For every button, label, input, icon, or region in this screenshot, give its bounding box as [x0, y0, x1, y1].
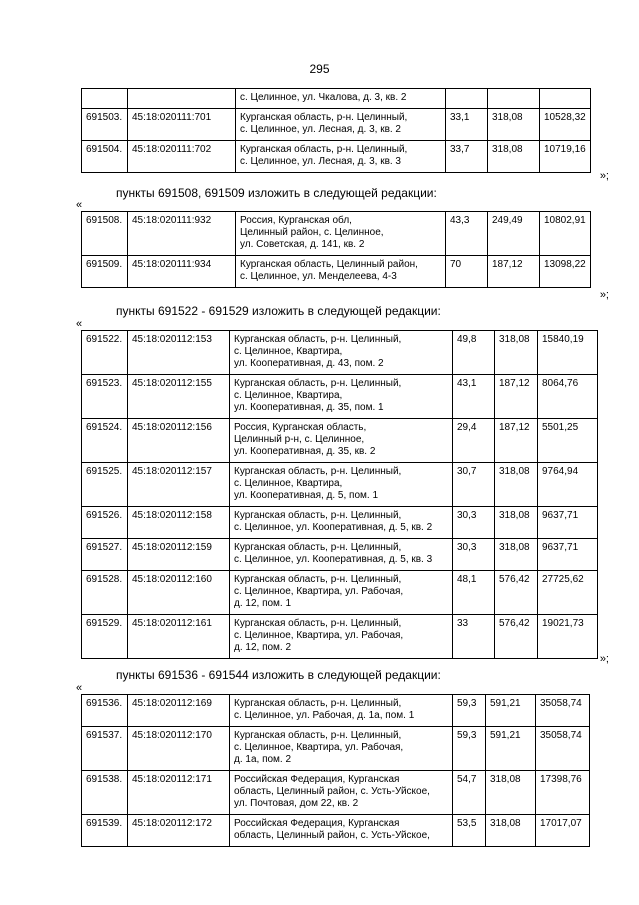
cell-area: 49,8: [453, 331, 495, 375]
cell-cad: 45:18:020111:932: [128, 212, 236, 256]
cell-sum: 9764,94: [538, 463, 598, 507]
address-line: с. Целинное, Квартира,: [234, 346, 343, 357]
table-row: [82, 256, 591, 288]
cell-address: [230, 695, 453, 727]
cell-cad: 45:18:020112:156: [128, 419, 230, 463]
page-number: 295: [309, 62, 330, 76]
address-line: д. 12, пом. 1: [234, 598, 292, 609]
cell-num: 691526.: [82, 507, 128, 539]
address-line: Российская Федерация, Курганская: [234, 818, 400, 829]
cell-sum: 13098,22: [540, 256, 591, 288]
table-row: [82, 89, 591, 109]
address-line: с. Целинное, ул. Лесная, д. 3, кв. 2: [240, 124, 401, 135]
cell-num: 691504.: [82, 141, 128, 173]
cell-sum: 17017,07: [536, 815, 590, 847]
cell-cad: 45:18:020112:171: [128, 771, 230, 815]
address-line: Курганская область, р-н. Целинный,: [234, 334, 402, 345]
table-row: [82, 695, 590, 727]
cell-sum: 35058,74: [536, 727, 590, 771]
cell-rate: 591,21: [486, 695, 536, 727]
address-line: ул. Кооперативная, д. 43, пом. 2: [234, 358, 384, 369]
cell-rate: 318,08: [488, 141, 540, 173]
cell-rate: [488, 89, 540, 109]
cell-cad: 45:18:020112:170: [128, 727, 230, 771]
cell-rate: 318,08: [488, 109, 540, 141]
cell-num: 691503.: [82, 109, 128, 141]
cell-rate: 318,08: [495, 463, 538, 507]
address-line: Курганская область, р-н. Целинный,: [234, 574, 402, 585]
address-line: Россия, Курганская область,: [234, 422, 367, 433]
address-line: Курганская область, р-н. Целинный,: [234, 618, 402, 629]
address-line: Российская Федерация, Курганская: [234, 774, 400, 785]
address-line: д. 1а, пом. 2: [234, 754, 292, 765]
table-1: [81, 88, 591, 173]
cell-num: 691522.: [82, 331, 128, 375]
cell-cad: 45:18:020112:157: [128, 463, 230, 507]
cell-area: 54,7: [453, 771, 486, 815]
table-row: [82, 507, 598, 539]
cell-address: [230, 375, 453, 419]
cell-num: 691524.: [82, 419, 128, 463]
cell-num: 691539.: [82, 815, 128, 847]
cell-address: [230, 727, 453, 771]
cell-area: 33,7: [446, 141, 488, 173]
cell-cad: 45:18:020112:159: [128, 539, 230, 571]
cell-area: 59,3: [453, 727, 486, 771]
table-row: [82, 771, 590, 815]
cell-cad: 45:18:020112:158: [128, 507, 230, 539]
cell-address: [230, 463, 453, 507]
cell-address: [230, 571, 453, 615]
table-row: [82, 571, 598, 615]
cell-area: 33: [453, 615, 495, 659]
section-heading-3: пункты 691522 - 691529 изложить в следующей редакции:: [116, 304, 441, 318]
address-line: Курганская область, р-н. Целинный,: [234, 466, 402, 477]
cell-sum: 19021,73: [538, 615, 598, 659]
address-line: д. 12, пом. 2: [234, 642, 292, 653]
table-4: [81, 694, 590, 847]
cell-area: 70: [446, 256, 488, 288]
cell-address: [230, 815, 453, 847]
address-line: ул. Кооперативная, д. 35, кв. 2: [234, 446, 376, 457]
open-quote-4: «: [76, 682, 83, 694]
address-line: Курганская область, р-н. Целинный,: [234, 510, 402, 521]
cell-area: 30,3: [453, 539, 495, 571]
cell-address: [236, 109, 446, 141]
cell-rate: 591,21: [486, 727, 536, 771]
cell-address: [230, 615, 453, 659]
table-row: [82, 815, 590, 847]
cell-cad: 45:18:020112:172: [128, 815, 230, 847]
address-line: Курганская область, р-н. Целинный,: [240, 144, 408, 155]
table-row: [82, 212, 591, 256]
address-line: область, Целинный район, с. Усть-Уйское,: [234, 830, 430, 841]
cell-area: 53,5: [453, 815, 486, 847]
address-line: Россия, Курганская обл,: [240, 215, 352, 226]
address-line: ул. Кооперативная, д. 5, пом. 1: [234, 490, 379, 501]
address-line: с. Целинное, ул. Рабочая, д. 1а, пом. 1: [234, 710, 415, 721]
cell-cad: 45:18:020111:934: [128, 256, 236, 288]
section-heading-2: пункты 691508, 691509 изложить в следующей редакции:: [116, 186, 437, 200]
cell-num: 691523.: [82, 375, 128, 419]
cell-area: 43,3: [446, 212, 488, 256]
address-line: ул. Кооперативная, д. 35, пом. 1: [234, 402, 384, 413]
cell-sum: 27725,62: [538, 571, 598, 615]
address-line: Курганская область, р-н. Целинный,: [234, 730, 402, 741]
cell-rate: 318,08: [495, 331, 538, 375]
cell-rate: 576,42: [495, 615, 538, 659]
cell-area: 43,1: [453, 375, 495, 419]
cell-area: 33,1: [446, 109, 488, 141]
cell-area: 30,7: [453, 463, 495, 507]
cell-area: 29,4: [453, 419, 495, 463]
address-line: область, Целинный район, с. Усть-Уйское,: [234, 786, 430, 797]
address-line: с. Целинное, ул. Кооперативная, д. 5, кв. 3: [234, 554, 433, 565]
cell-num: 691537.: [82, 727, 128, 771]
open-quote-2: «: [76, 199, 83, 211]
address-line: с. Целинное, Квартира, ул. Рабочая,: [234, 630, 404, 641]
cell-rate: 318,08: [495, 539, 538, 571]
cell-address: [230, 419, 453, 463]
address-line: Курганская область, р-н. Целинный,: [240, 112, 408, 123]
table-3: [81, 330, 598, 659]
address-line: ул. Почтовая, дом 22, кв. 2: [234, 798, 359, 809]
cell-rate: 187,12: [488, 256, 540, 288]
address-line: с. Целинное, Квартира,: [234, 478, 343, 489]
cell-rate: 187,12: [495, 419, 538, 463]
address-line: с. Целинное, ул. Лесная, д. 3, кв. 3: [240, 156, 401, 167]
cell-num: 691528.: [82, 571, 128, 615]
closing-quote-3: »;: [599, 653, 609, 665]
cell-num: 691538.: [82, 771, 128, 815]
cell-address: [236, 141, 446, 173]
cell-sum: 10719,16: [540, 141, 591, 173]
table-row: [82, 419, 598, 463]
section-heading-4: пункты 691536 - 691544 изложить в следующей редакции:: [116, 668, 441, 682]
cell-num: 691527.: [82, 539, 128, 571]
cell-num: 691529.: [82, 615, 128, 659]
cell-cad: 45:18:020112:153: [128, 331, 230, 375]
cell-sum: 10802,91: [540, 212, 591, 256]
cell-area: 30,3: [453, 507, 495, 539]
table-2: [81, 211, 591, 288]
table-row: [82, 727, 590, 771]
closing-quote-1: »;: [599, 170, 609, 182]
cell-address: [230, 771, 453, 815]
cell-rate: 249,49: [488, 212, 540, 256]
cell-cad: 45:18:020112:169: [128, 695, 230, 727]
cell-cad: [128, 89, 236, 109]
cell-cad: 45:18:020111:701: [128, 109, 236, 141]
cell-sum: 8064,76: [538, 375, 598, 419]
address-line: с. Целинное, ул. Кооперативная, д. 5, кв. 2: [234, 522, 433, 533]
table-row: [82, 615, 598, 659]
address-line: Целинный р-н, с. Целинное,: [234, 434, 365, 445]
cell-sum: 35058,74: [536, 695, 590, 727]
table-row: [82, 539, 598, 571]
cell-cad: 45:18:020112:155: [128, 375, 230, 419]
cell-num: 691508.: [82, 212, 128, 256]
table-row: [82, 109, 591, 141]
cell-address: [230, 539, 453, 571]
cell-address: [236, 212, 446, 256]
cell-address: [230, 507, 453, 539]
address-line: Курганская область, р-н. Целинный,: [234, 542, 402, 553]
address-line: с. Целинное, Квартира,: [234, 390, 343, 401]
address-line: с. Целинное, Квартира, ул. Рабочая,: [234, 742, 404, 753]
cell-sum: 5501,25: [538, 419, 598, 463]
address-line: Курганская область, р-н. Целинный,: [234, 698, 402, 709]
cell-cad: 45:18:020111:702: [128, 141, 236, 173]
cell-rate: 318,08: [486, 815, 536, 847]
cell-area: 59,3: [453, 695, 486, 727]
cell-rate: 576,42: [495, 571, 538, 615]
cell-cad: 45:18:020112:161: [128, 615, 230, 659]
table-row: [82, 331, 598, 375]
cell-address: [236, 89, 446, 109]
cell-sum: 15840,19: [538, 331, 598, 375]
table-row: [82, 375, 598, 419]
address-line: с. Целинное, ул. Чкалова, д. 3, кв. 2: [240, 92, 407, 103]
table-row: [82, 463, 598, 507]
cell-area: [446, 89, 488, 109]
cell-num: 691509.: [82, 256, 128, 288]
address-line: с. Целинное, ул. Менделеева, 4-3: [240, 271, 397, 282]
cell-rate: 187,12: [495, 375, 538, 419]
cell-sum: [540, 89, 591, 109]
cell-num: 691525.: [82, 463, 128, 507]
address-line: ул. Советская, д. 141, кв. 2: [240, 239, 365, 250]
cell-sum: 9637,71: [538, 507, 598, 539]
cell-area: 48,1: [453, 571, 495, 615]
table-row: [82, 141, 591, 173]
cell-sum: 9637,71: [538, 539, 598, 571]
cell-address: [230, 331, 453, 375]
cell-address: [236, 256, 446, 288]
cell-sum: 17398,76: [536, 771, 590, 815]
address-line: Курганская область, Целинный район,: [240, 259, 418, 270]
address-line: с. Целинное, Квартира, ул. Рабочая,: [234, 586, 404, 597]
address-line: Целинный район, с. Целинное,: [240, 227, 384, 238]
cell-num: 691536.: [82, 695, 128, 727]
cell-num: [82, 89, 128, 109]
cell-rate: 318,08: [495, 507, 538, 539]
closing-quote-2: »;: [599, 289, 609, 301]
address-line: Курганская область, р-н. Целинный,: [234, 378, 402, 389]
cell-sum: 10528,32: [540, 109, 591, 141]
open-quote-3: «: [76, 318, 83, 330]
cell-rate: 318,08: [486, 771, 536, 815]
cell-cad: 45:18:020112:160: [128, 571, 230, 615]
